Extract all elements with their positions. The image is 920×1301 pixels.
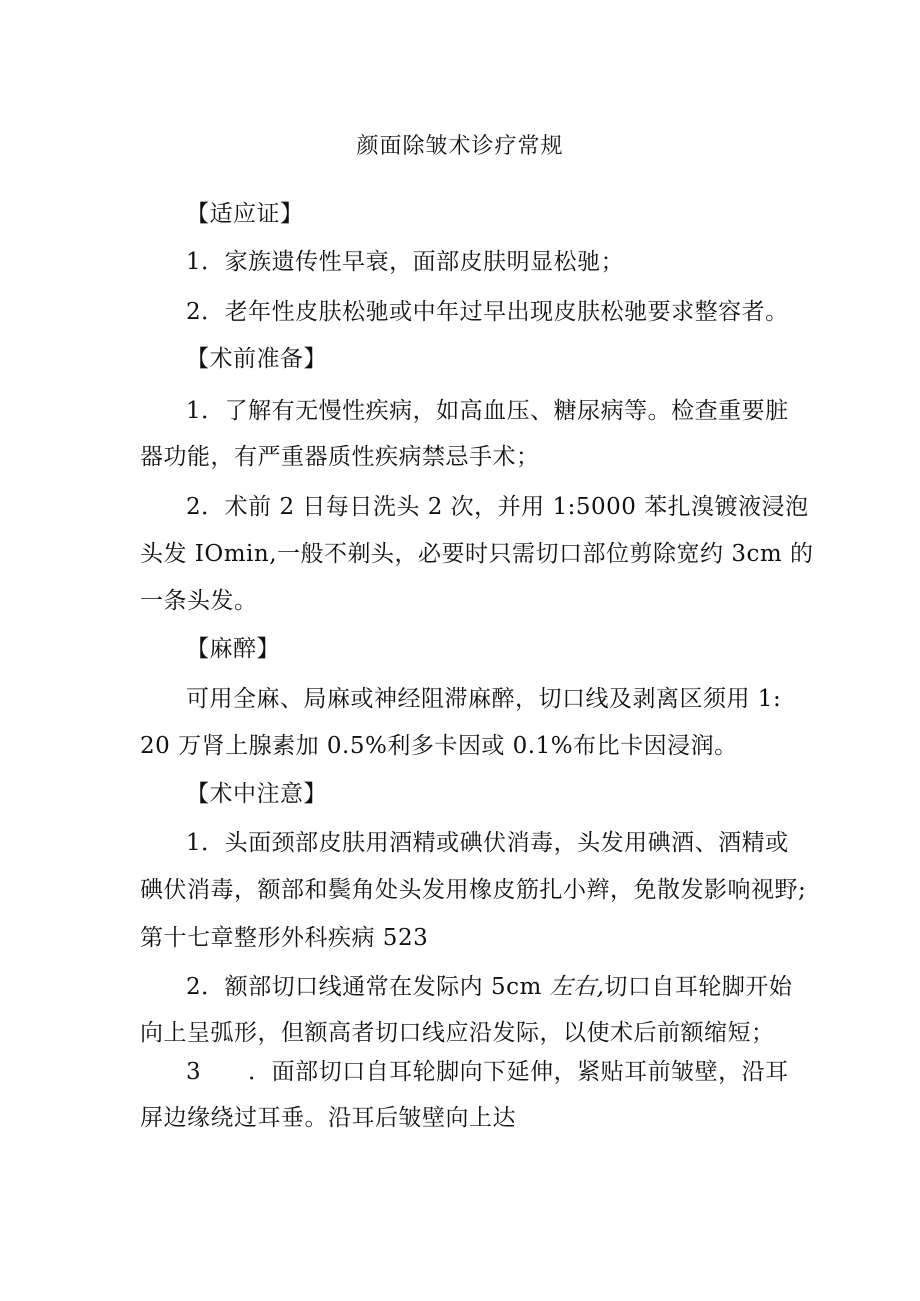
page-footer-text: 第十七章整形外科疾病 523 <box>140 925 429 951</box>
paragraph-line: 2．老年性皮肤松驰或中年过早出现皮肤松驰要求整容者。 <box>186 299 789 325</box>
paragraph-line: 1．了解有无慢性疾病，如高血压、糖尿病等。检查重要脏 <box>186 398 789 424</box>
paragraph-line: 可用全麻、局麻或神经阻滞麻醉，切口线及剥离区须用 1: <box>186 686 782 712</box>
paragraph-line: 器功能，有严重器质性疾病禁忌手术； <box>140 444 540 470</box>
section-heading-intraop: 【术中注意】 <box>186 781 327 807</box>
text-segment: 2．额部切口线通常在发际内 5cm <box>186 974 550 1000</box>
paragraph-line: 1．头面颈部皮肤用酒精或碘伏消毒，头发用碘酒、酒精或 <box>186 830 789 856</box>
text-segment-italic: 左右, <box>549 974 605 1000</box>
paragraph-line: 1．家族遗传性早衰，面部皮肤明显松驰； <box>186 249 625 275</box>
section-heading-anesthesia: 【麻醉】 <box>186 636 280 662</box>
paragraph-line: 碘伏消毒，额部和鬓角处头发用橡皮筋扎小辫，免散发影响视野; <box>140 877 807 903</box>
paragraph-line: 向上呈弧形，但额高者切口线应沿发际，以使术后前额缩短； <box>140 1020 775 1046</box>
section-heading-indications: 【适应证】 <box>186 201 304 227</box>
paragraph-line: 一条头发。 <box>140 588 258 614</box>
paragraph-line: 20 万肾上腺素加 0.5%利多卡因或 0.1%布比卡因浸润。 <box>140 733 738 759</box>
paragraph-line: 头发 IOmin,一般不剃头，必要时只需切口部位剪除宽约 3cm 的 <box>140 541 814 567</box>
paragraph-line: 屏边缘绕过耳垂。沿耳后皱壁向上达 <box>140 1105 516 1131</box>
paragraph-line: 3 ．面部切口自耳轮脚向下延伸，紧贴耳前皱壁，沿耳 <box>186 1059 789 1085</box>
section-heading-preop: 【术前准备】 <box>186 346 327 372</box>
paragraph-line <box>186 970 846 1004</box>
document-title: 颜面除皱术诊疗常规 <box>356 134 564 159</box>
paragraph-line: 2．术前 2 日每日洗头 2 次，并用 1:5000 苯扎溴镀液浸泡 <box>186 494 809 520</box>
text-segment: 切口自耳轮脚开始 <box>604 974 793 1000</box>
